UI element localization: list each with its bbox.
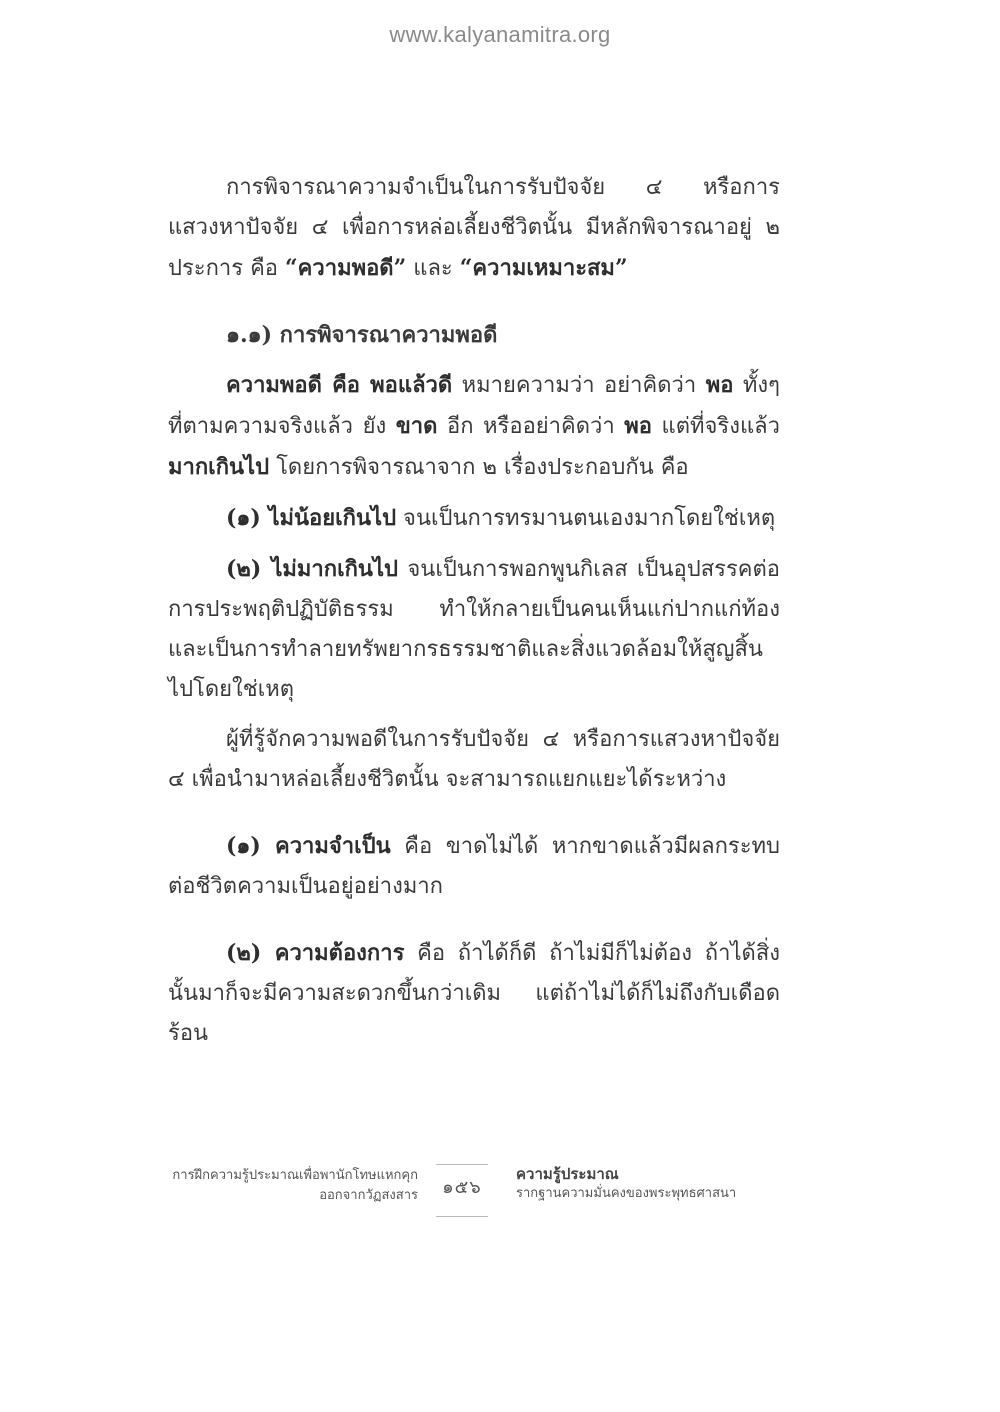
section-heading: ๑.๑) การพิจารณาความพอดี xyxy=(226,322,498,348)
intro-and: และ xyxy=(406,256,460,281)
definition-bold-2: พอ xyxy=(705,372,734,398)
footer-chapter-subtitle: รากฐานความมั่นคงของพระพุทธศาสนา xyxy=(516,1186,737,1201)
footer-chapter-title xyxy=(516,1164,816,1204)
definition-bold-4: พอ xyxy=(624,413,653,439)
intro-paragraph xyxy=(168,168,780,289)
definition-term: ความพอดี คือ พอแล้วดี xyxy=(226,372,453,398)
list-item-label: (๒) ความต้องการ xyxy=(226,940,405,966)
definition-text-2: ทั้งๆ ที่ตามความจริงแล้ว ยัง xyxy=(168,373,780,439)
body-text xyxy=(168,168,780,1054)
watermark-url: www.kalyanamitra.org xyxy=(389,22,611,47)
footer-book-title xyxy=(118,1166,418,1206)
definition-text-3: อีก หรืออย่าคิดว่า xyxy=(437,414,625,439)
definition-bold-5: มากเกินไป xyxy=(168,454,270,480)
list-item-label: (๑) ไม่น้อยเกินไป xyxy=(226,505,397,531)
list-item-text: คือ ขาดไม่ได้ หากขาดแล้วมีผลกระทบต่อชีวิตความเป็นอยู่อย่างมาก xyxy=(168,834,780,899)
list-item-label: (๒) ไม่มากเกินไป xyxy=(226,556,399,582)
definition-paragraph xyxy=(168,365,780,488)
definition-text-5: โดยการพิจารณาจาก ๒ เรื่องประกอบกัน คือ xyxy=(269,455,689,480)
term-appropriateness: “ความเหมาะสม” xyxy=(459,255,628,281)
list-item-text: คือ ถ้าได้ก็ดี ถ้าไม่มีก็ไม่ต้อง ถ้าได้สิ่งนั้นมาก็จะมีความสะดวกขึ้นกว่าเดิม แต่ถ้าไม่ได้ก็ไม่ถึงกับเดือดร้อน xyxy=(168,941,780,1046)
list-item xyxy=(168,933,780,1054)
definition-text-1: หมายความว่า อย่าคิดว่า xyxy=(452,373,706,398)
intro-text: การพิจารณาความจำเป็นในการรับปัจจัย ๔ หรือการแสวงหาปัจจัย ๔ เพื่อการหล่อเลี้ยงชีวิตนั้น มีหลักพิจารณาอยู่ ๒ ประการ คือ xyxy=(168,175,780,281)
footer-chapter-name: ความรู้ประมาณ xyxy=(516,1165,619,1183)
know-paragraph: ผู้ที่รู้จักความพอดีในการรับปัจจัย ๔ หรือการแสวงหาปัจจัย ๔ เพื่อนำมาหล่อเลี้ยงชีวิตนั้น จะสามารถแยกแยะได้ระหว่าง xyxy=(168,727,780,792)
list-item xyxy=(168,498,780,539)
footer-book-title-line1: การฝึกความรู้ประมาณเพื่อพานักโทษแหกคุก xyxy=(172,1168,418,1183)
footer-book-title-line2: ออกจากวัฏสงสาร xyxy=(319,1188,418,1203)
list-item xyxy=(168,549,780,710)
definition-text-4: แต่ที่จริงแล้ว xyxy=(652,414,780,439)
list-item-text: จนเป็นการพอกพูนกิเลส เป็นอุปสรรคต่อการประพฤติปฏิบัติธรรม ทำให้กลายเป็นคนเห็นแก่ปากแก่ท้อง และเป็นการทำลายทรัพยากรธรรมชาติและสิ่งแวดล้อมให้สูญสิ้นไปโดยใช่เหตุ xyxy=(168,557,780,702)
list-item xyxy=(168,826,780,907)
page-footer xyxy=(160,1158,800,1222)
list-item-text: จนเป็นการทรมานตนเองมากโดยใช่เหตุ xyxy=(396,506,776,531)
list-item-label: (๑) ความจำเป็น xyxy=(226,833,391,859)
definition-bold-3: ขาด xyxy=(395,413,438,439)
term-sufficiency: “ความพอดี” xyxy=(285,255,407,281)
page-number: ๑๕๖ xyxy=(422,1172,502,1201)
